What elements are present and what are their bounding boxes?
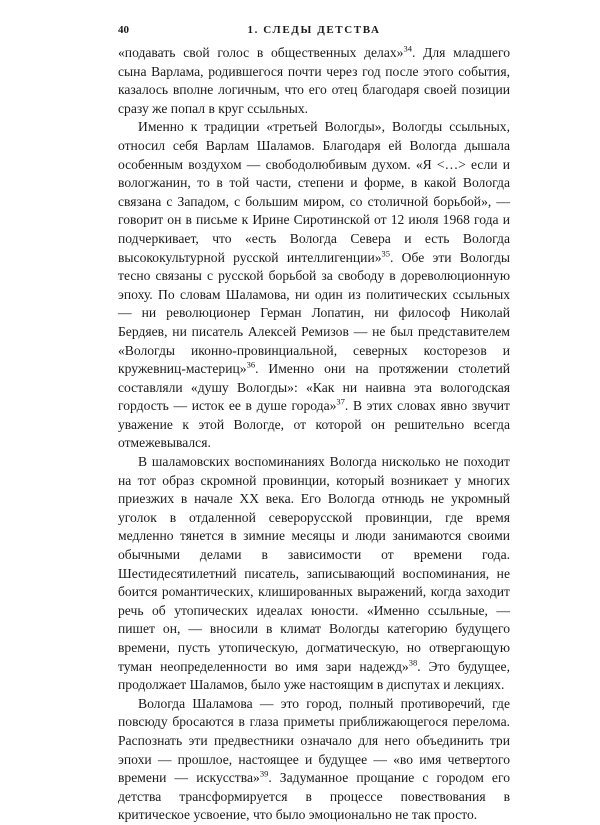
- paragraph: [118, 118, 510, 453]
- text-run: В шаламовских воспоминаниях Вологда нисколько не походит на тот образ скромной провинции, который возникает у многих приезжих в начале XX века. Его Вологда отнюдь не укромный уголок в отдаленной северорусской провинции, где время медленно тянется в зимние месяцы и люди занимаются своими обычными делами в зависимости от времени года. Шестидесятилетний писатель, записывающий воспоминания, не боится романтических, клишированных выражений, когда заходит речь об утопических идеалах юности. «Именно ссыльные, — пишет он, — вносили в климат Вологды категорию будущего времени, пусть утопическую, догматическую, но отвергающую туман неопределенности во имя зари надежд»: [118, 454, 510, 674]
- text-run: . В этих словах явно звучит уважение к этой Вологде, от которой он решительно всегда отмежевывался.: [118, 398, 510, 451]
- page-header: [118, 24, 510, 40]
- text-run: Именно к традиции «третьей Вологды», Вологды ссыльных, относил себя Варлам Шаламов. Благодаря ей Вологда дышала особенным воздухом — свободолюбивым духом. «Я <…> если и вологжанин, то в той части, степени и форме, в какой Вологда связана с Западом, с большим миром, со столичной борьбой», — говорит он в письме к Ирине Сиротинской от 12 июля 1968 года и подчеркивает, что «есть Вологда Севера и есть Вологда высококультурной русской интеллигенции»: [118, 119, 510, 265]
- text-run: «подавать свой голос в общественных делах»: [118, 45, 404, 60]
- paragraph: [118, 453, 510, 695]
- page-number: 40: [118, 24, 129, 36]
- footnote-ref: 34: [403, 43, 412, 54]
- body-text: [118, 44, 510, 825]
- text-run: . Это будущее, продолжает Шаламов, было уже настоящим в диспутах и лекциях.: [118, 658, 510, 693]
- text-run: Вологда Шаламова — это город, полный противоречий, где повсюду бросаются в глаза приметы приближающегося перелома. Распознать эти предвестники означало для него объединить три эпохи — прошлое, настоящее и будущее — «во имя четвертого времени — искусства»: [118, 695, 510, 786]
- footnote-ref: 35: [381, 248, 391, 258]
- footnote-ref: 37: [336, 396, 345, 407]
- footnote-ref: 36: [246, 359, 256, 370]
- text-run: . Задуманное прощание с городом его детства трансформируется в процессе повествования в критическое усвоение, что было эмоционально не так просто.: [118, 770, 510, 823]
- paragraph: [118, 44, 510, 118]
- text-run: . Именно они на протяжении столетий составляли «душу Вологды»: «Как ни наивна эта вологодская гордость — исток ее в душе города»: [118, 361, 510, 414]
- footnote-ref: 38: [408, 657, 418, 668]
- text-run: . Обе эти Вологды тесно связаны с русской борьбой за свободу в дореволюционную эпоху. По словам Шаламова, ни один из политических ссыльных — ни революционер Герман Лопатин, ни философ Николай Бердяев, ни писатель Алексей Ремизов — не был представителем «Вологды иконно-провинциальной, северных косторезов и кружевниц-мастериц»: [118, 249, 510, 377]
- paragraph: [118, 695, 510, 825]
- footnote-ref: 39: [259, 768, 269, 779]
- text-run: . Для младшего сына Варлама, родившегося почти через год после этого события, казалось вполне логичным, что его отец благодаря своей позиции сразу же попал в круг ссыльных.: [118, 45, 510, 116]
- running-head: 1. СЛЕДЫ ДЕТСТВА: [247, 24, 381, 36]
